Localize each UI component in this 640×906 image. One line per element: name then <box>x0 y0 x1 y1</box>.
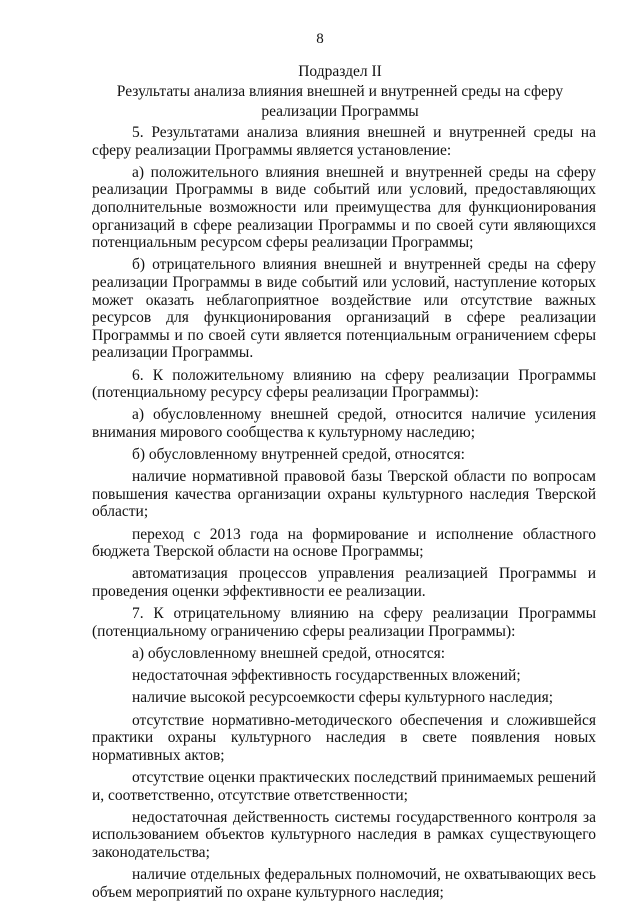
section-heading <box>100 62 580 122</box>
page-number: 8 <box>316 31 324 47</box>
list-item: недостаточная действенность системы государственного контроля за использованием объектов культурного наследия в рамках существующего законодательства; <box>92 808 596 861</box>
paragraph-6b: б) обусловленному внутренней средой, относятся: <box>132 446 465 464</box>
paragraph-5a: а) положительного влияния внешней и внутренней среды на сферу реализации Программы в виде событий или условий, предоставляющих дополнительные возможности или преимущества для функционирования организаций в сфере реализации Программы и по своей сути являющихся потенциальным ресурсом сферы реализации Программы; <box>92 163 596 252</box>
list-item: автоматизация процессов управления реализацией Программы и проведения оценки эффективности ее реализации. <box>92 565 596 600</box>
paragraph-5b: б) отрицательного влияния внешней и внутренней среды на сферу реализации Программы в виде событий или условий, наступление которых может оказать неблагоприятное воздействие или отсутствие важных ресурсов для функционирования организаций в сфере реализации Программы и по своей сути является потенциальным ограничением сферы реализации Программы. <box>92 256 596 362</box>
list-item: недостаточная эффективность государственных вложений; <box>132 667 521 685</box>
list-item: наличие нормативной правовой базы Тверской области по вопросам повышения качества организации охраны культурного наследия Тверской области; <box>92 468 596 521</box>
list-item: отсутствие оценки практических последствий принимаемых решений и, соответственно, отсутствие ответственности; <box>92 768 596 804</box>
section-title-line-2: реализации Программы <box>261 103 419 120</box>
paragraph-6a: а) обусловленному внешней средой, относится наличие усиления внимания мирового сообщества к культурному наследию; <box>92 406 596 441</box>
list-item: отсутствие нормативно-методического обеспечения и сложившейся практики охраны культурного наследия в свете появления новых нормативных актов; <box>92 711 596 764</box>
list-item: наличие высокой ресурсоемкости сферы культурного наследия; <box>132 689 554 707</box>
paragraph-7a: а) обусловленному внешней средой, относятся: <box>132 644 446 662</box>
subsection-title: Подраздел II <box>298 63 382 80</box>
paragraph-6: 6. К положительному влиянию на сферу реализации Программы (потенциальному ресурсу сферы реализации Программы): <box>92 366 596 402</box>
paragraph-5: 5. Результатами анализа влияния внешней и внутренней среды на сферу реализации Программы является установление: <box>92 124 596 159</box>
section-title-line-1: Результаты анализа влияния внешней и внутренней среды на сферу <box>116 83 564 100</box>
document-body <box>92 124 596 906</box>
list-item: переход с 2013 года на формирование и исполнение областного бюджета Тверской области на основе Программы; <box>92 525 596 561</box>
list-item: наличие отдельных федеральных полномочий, не охватывающих весь объем мероприятий по охране культурного наследия; <box>92 866 596 901</box>
paragraph-7: 7. К отрицательному влиянию на сферу реализации Программы (потенциальному ограничению сферы реализации Программы): <box>92 605 596 640</box>
